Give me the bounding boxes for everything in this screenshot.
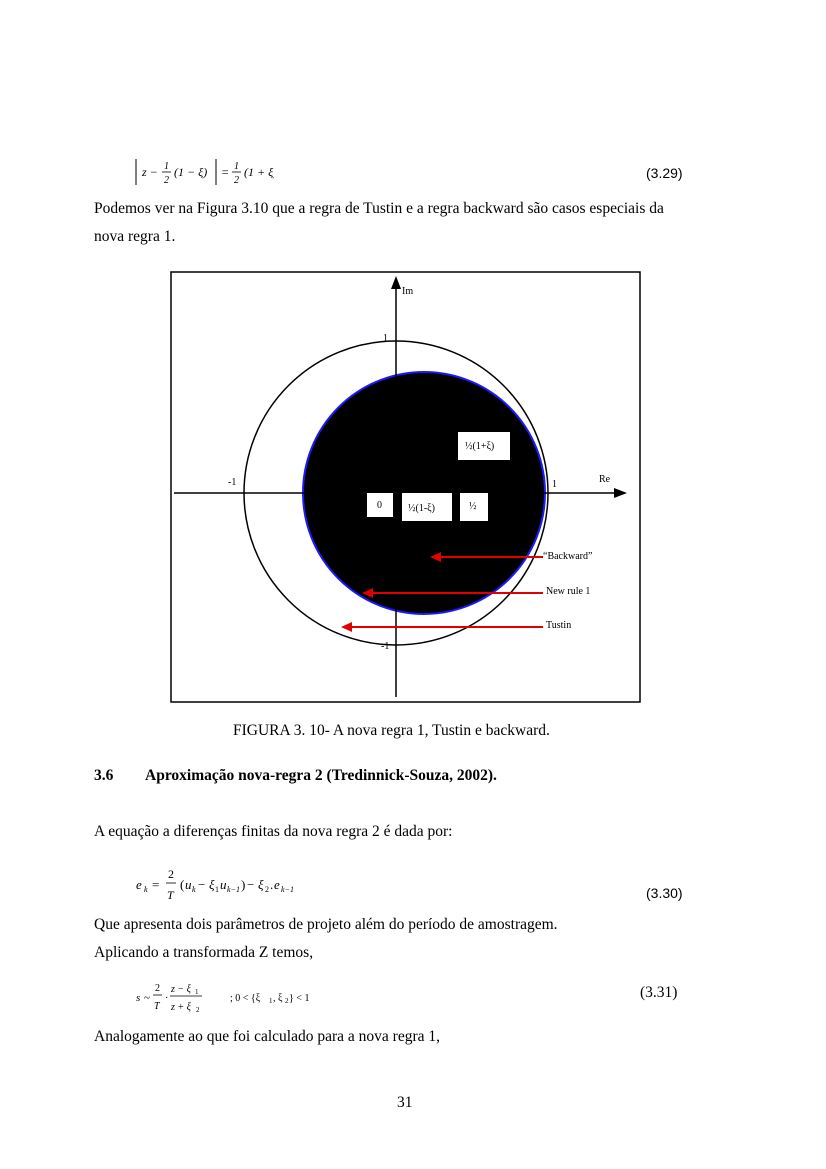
svg-text:2: 2 [196, 1006, 200, 1014]
svg-text:): ) [241, 877, 246, 892]
svg-text:(: ( [180, 877, 185, 892]
svg-text:k−1: k−1 [281, 885, 294, 894]
svg-text:k: k [144, 885, 148, 894]
label-newrule: New rule 1 [546, 586, 591, 597]
equation-3-31-graphic [134, 979, 334, 1017]
equation-3-30-graphic [134, 866, 334, 906]
equation-3-29 [134, 157, 274, 187]
axis-label-re: Re [599, 474, 611, 485]
section-title: Aproximação nova-regra 2 (Tredinnick-Souza, 2002). [145, 767, 497, 784]
figure-caption: FIGURA 3. 10- A nova regra 1, Tustin e backward. [233, 722, 550, 739]
svg-text:1: 1 [195, 988, 199, 996]
svg-text:; 0 < {ξ: ; 0 < {ξ [230, 993, 261, 1004]
svg-text:=: = [221, 165, 230, 179]
equation-number-3-29: (3.29) [646, 165, 683, 181]
svg-text:(1 + ξ): (1 + ξ) [244, 165, 274, 179]
axis-label-im: Im [402, 286, 414, 297]
tick-im-neg: -1 [381, 641, 390, 652]
label-zero: 0 [377, 500, 382, 511]
svg-text:T: T [154, 1001, 160, 1012]
svg-text:z −: z − [142, 165, 158, 179]
svg-text:e: e [136, 877, 142, 892]
svg-text:u: u [185, 877, 192, 892]
equation-3-31 [134, 979, 334, 1017]
svg-text:e: e [274, 877, 280, 892]
svg-text:(1 − ξ): (1 − ξ) [174, 165, 208, 179]
svg-text:−: − [247, 877, 255, 892]
label-half-one-plus: ½(1+ξ) [465, 441, 495, 452]
svg-text:k−1: k−1 [227, 885, 240, 894]
svg-text:ξ: ξ [209, 877, 215, 892]
svg-text:z + ξ: z + ξ [171, 1002, 191, 1013]
svg-text:~: ~ [144, 992, 150, 1004]
svg-text:1: 1 [164, 161, 169, 172]
page-number: 31 [397, 1094, 413, 1111]
label-half: ½ [469, 501, 477, 512]
svg-text:1: 1 [234, 161, 239, 172]
paragraph-line: A equação a diferenças finitas da nova regra 2 é dada por: [94, 823, 453, 840]
svg-text:1: 1 [215, 885, 219, 894]
equation-number-3-31: (3.31) [640, 984, 678, 1001]
tick-re-neg: -1 [228, 477, 237, 488]
paragraph-line: Aplicando a transformada Z temos, [94, 944, 314, 961]
figure-3-10 [170, 271, 641, 703]
section-number: 3.6 [94, 767, 114, 784]
label-half-one-minus: ½(1-ξ) [408, 503, 435, 514]
svg-text:} < 1: } < 1 [289, 993, 310, 1004]
svg-text:2: 2 [265, 885, 269, 894]
tick-im-pos: 1 [383, 333, 388, 344]
svg-text:z − ξ: z − ξ [171, 984, 191, 995]
paragraph-line: Podemos ver na Figura 3.10 que a regra de Tustin e a regra backward são casos especiais da [94, 200, 664, 217]
svg-text:−: − [198, 877, 206, 892]
equation-3-30 [134, 866, 334, 906]
tick-re-pos: 1 [552, 479, 557, 490]
figure-graphic [170, 271, 641, 703]
svg-text:=: = [152, 877, 160, 892]
svg-text:ξ: ξ [258, 877, 264, 892]
svg-text:2: 2 [234, 175, 239, 186]
svg-text:2: 2 [164, 175, 169, 186]
svg-text:2: 2 [155, 983, 160, 994]
svg-text:·: · [165, 993, 169, 1004]
equation-3-29-graphic [134, 157, 274, 187]
label-backward: “Backward” [543, 551, 593, 562]
paragraph-line: nova regra 1. [94, 228, 176, 245]
paragraph-line: Que apresenta dois parâmetros de projeto além do período de amostragem. [94, 916, 558, 933]
svg-text:u: u [220, 877, 227, 892]
equation-number-3-30: (3.30) [646, 885, 683, 901]
label-tustin: Tustin [546, 620, 572, 631]
svg-text:2: 2 [168, 867, 174, 881]
paragraph-line: Analogamente ao que foi calculado para a nova regra 1, [94, 1028, 441, 1045]
svg-text:2: 2 [285, 997, 289, 1005]
svg-text:1: 1 [269, 997, 273, 1005]
svg-text:, ξ: , ξ [273, 993, 283, 1004]
svg-text:s: s [136, 992, 141, 1004]
svg-text:k: k [192, 885, 196, 894]
svg-text:T: T [167, 888, 174, 902]
svg-text:.: . [270, 877, 274, 892]
